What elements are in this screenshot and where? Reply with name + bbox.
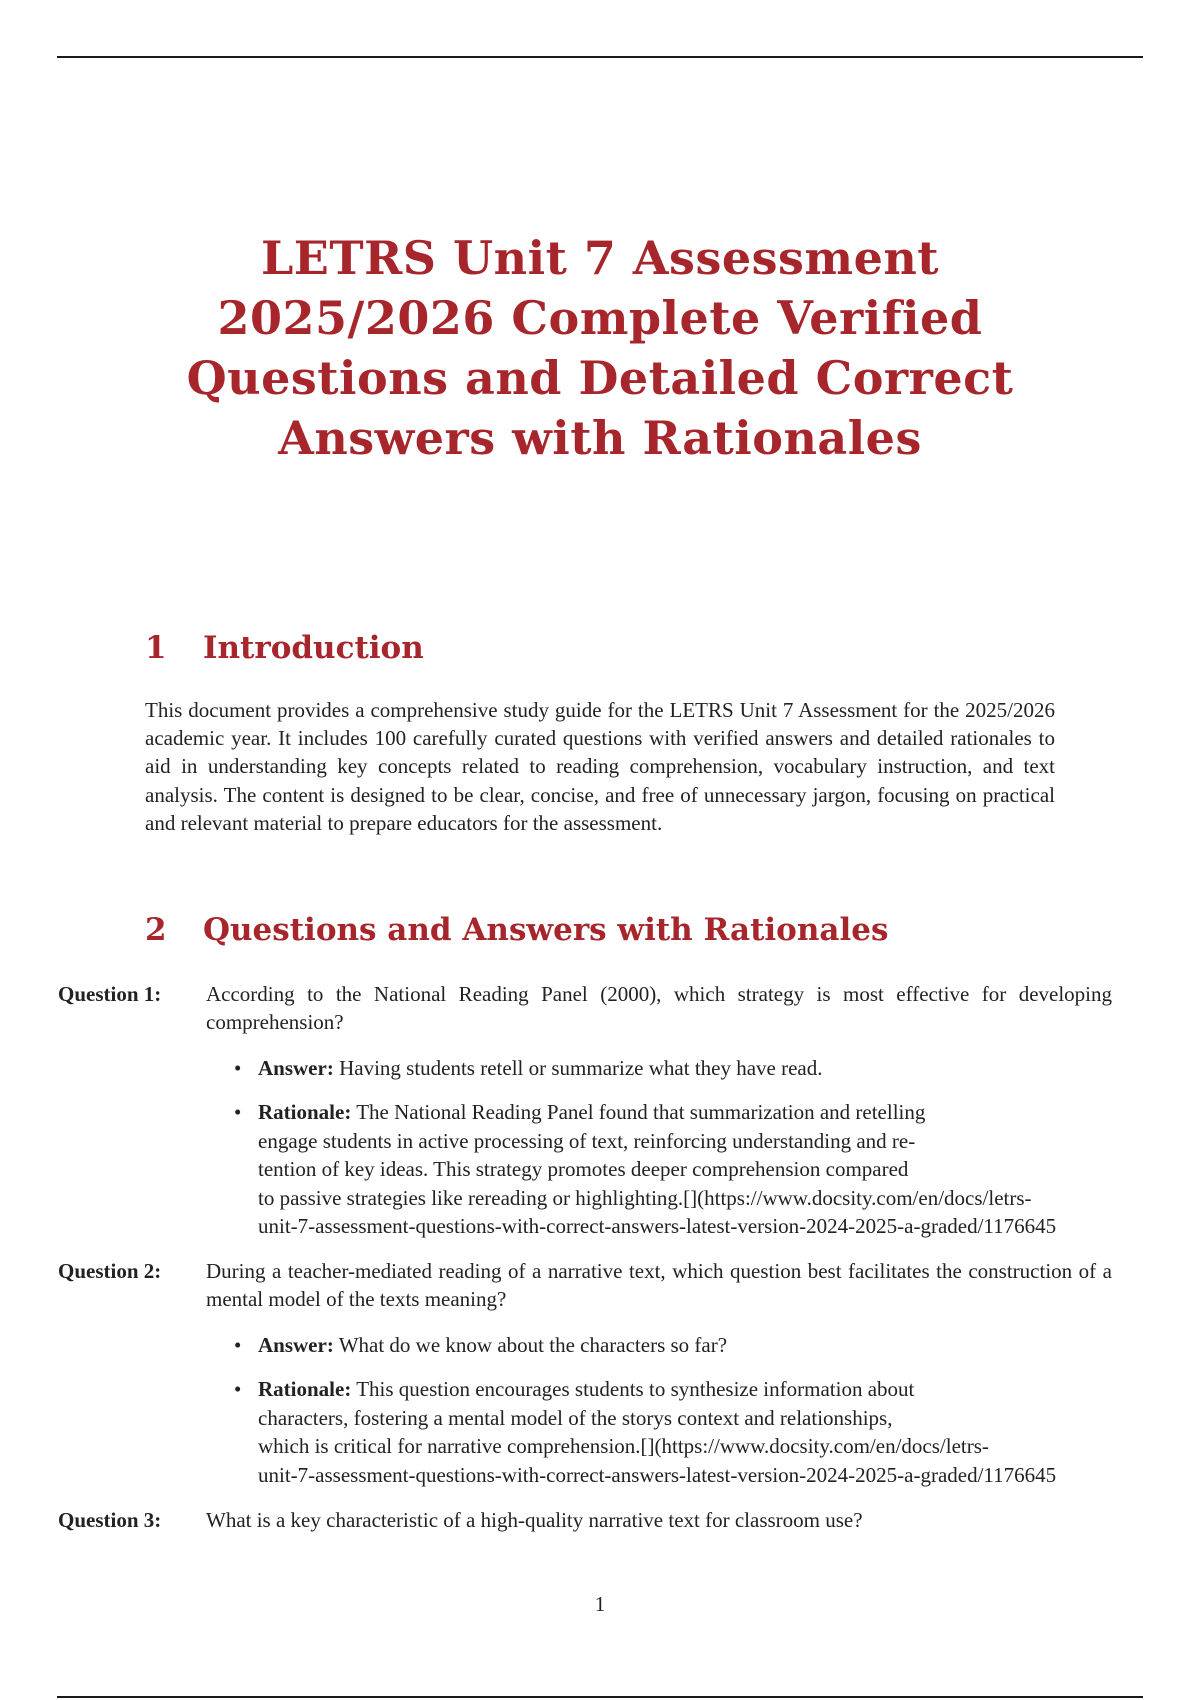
section-heading-questions	[145, 912, 888, 948]
footer-rule	[57, 1696, 1143, 1698]
question-label: Question 1:	[58, 982, 162, 1006]
rationale-item	[258, 1098, 1058, 1241]
answer-label: Answer:	[258, 1333, 334, 1357]
rationale-line: which is critical for narrative comprehension.[](https://www.docsity.com/en/docs/letrs-	[258, 1434, 989, 1458]
question-text: What is a key characteristic of a high-quality narrative text for classroom use?	[206, 1508, 863, 1532]
rationale-line	[258, 1375, 1058, 1404]
answer-text: What do we know about the characters so far?	[338, 1333, 728, 1357]
rationale-label: Rationale:	[258, 1100, 352, 1124]
rationale-line: tention of key ideas. This strategy promotes deeper comprehension compared	[258, 1157, 909, 1181]
question-label: Question 3:	[58, 1508, 162, 1532]
introduction-paragraph: This document provides a comprehensive study guide for the LETRS Unit 7 Assessment for the 2025/2026 academic year. It includes 100 carefully curated questions with verified answers and detailed rationales to aid in understanding key concepts related to reading comprehension, vocabulary instruction, and text analysis. The content is designed to be clear, concise, and free of unnecessary jargon, focusing on practical and relevant material to prepare educators for the assessment.	[145, 698, 1055, 835]
question-text: According to the National Reading Panel (2000), which strategy is most effective for developing comprehension?	[206, 982, 1112, 1034]
rationale-line: to passive strategies like rereading or highlighting.[](https://www.docsity.com/en/docs/letrs-	[258, 1185, 1032, 1210]
title-line: 2025/2026 Complete Verified	[217, 291, 983, 345]
rationale-line: engage students in active processing of text, reinforcing understanding and re-	[258, 1128, 916, 1153]
answer-label: Answer:	[258, 1056, 334, 1080]
section-number: 2	[145, 912, 167, 948]
section-title: Introduction	[203, 630, 424, 666]
answer-item	[258, 1054, 1058, 1083]
rationale-line: characters, fostering a mental model of the storys context and relationships,	[258, 1405, 893, 1430]
answer-text: Having students retell or summarize what they have read.	[339, 1056, 823, 1080]
section-heading-introduction	[145, 630, 424, 666]
rationale-line: unit-7-assessment-questions-with-correct-answers-latest-version-2024-2025-a-graded/1176645	[258, 1462, 1057, 1487]
title-line: Answers with Rationales	[278, 411, 922, 465]
rationale-text: This question encourages students to synthesize information about	[356, 1377, 915, 1401]
answer-item	[258, 1331, 1058, 1360]
section-number: 1	[145, 630, 167, 666]
document-title	[150, 228, 1050, 468]
rationale-item	[258, 1375, 1058, 1489]
page-number: 1	[594, 1592, 606, 1616]
question-text: During a teacher-mediated reading of a narrative text, which question best facilitates the construction of a mental model of the texts meaning?	[206, 1259, 1112, 1311]
rationale-line	[258, 1098, 1058, 1127]
title-line: Questions and Detailed Correct	[186, 351, 1014, 405]
rationale-line: unit-7-assessment-questions-with-correct-answers-latest-version-2024-2025-a-graded/1176645	[258, 1214, 1057, 1238]
title-line: LETRS Unit 7 Assessment	[260, 231, 940, 285]
question-label: Question 2:	[58, 1259, 162, 1283]
header-rule	[57, 56, 1143, 58]
rationale-text: The National Reading Panel found that summarization and retelling	[356, 1100, 926, 1124]
section-title: Questions and Answers with Rationales	[203, 912, 889, 948]
rationale-label: Rationale:	[258, 1377, 352, 1401]
